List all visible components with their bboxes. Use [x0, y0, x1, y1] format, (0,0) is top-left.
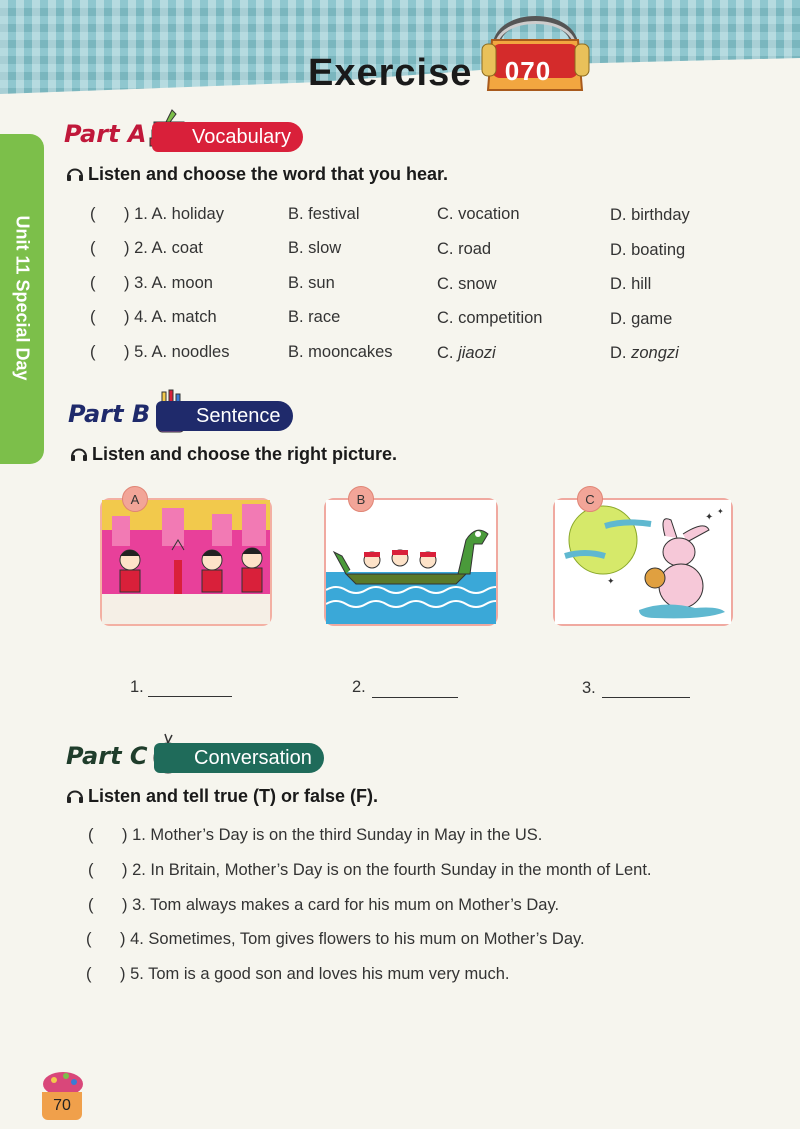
picture-b-label: B	[348, 486, 374, 512]
picture-b[interactable]	[324, 498, 498, 626]
option-b: B. sun	[288, 274, 335, 292]
option-d: D. boating	[610, 241, 686, 259]
headphone-icon	[66, 164, 84, 182]
option-a: ) 4. A. match	[124, 308, 217, 326]
festival-scene-illustration	[102, 500, 270, 624]
statement: ) 1. Mother’s Day is on the third Sunday in May in the US.	[122, 826, 543, 844]
page-title: Exercise	[308, 52, 473, 94]
answer-paren[interactable]: (	[90, 274, 96, 292]
answer-paren[interactable]: (	[86, 965, 92, 983]
option-c: C. road	[437, 240, 492, 258]
svg-text:✦: ✦	[705, 512, 714, 523]
answer-paren[interactable]: (	[90, 205, 96, 223]
option-d: D. zongzi	[610, 344, 679, 362]
part-b-label: Part B	[68, 400, 151, 428]
part-a-label: Part A	[64, 120, 147, 148]
statement: ) 3. Tom always makes a card for his mum on Mother’s Day.	[122, 896, 560, 914]
answer-paren[interactable]: (	[90, 343, 96, 361]
sentence-pill: Sentence	[156, 401, 293, 431]
option-c: C. competition	[437, 309, 543, 327]
conversation-pill: Conversation	[154, 743, 324, 773]
answer-1-label: 1.	[130, 678, 144, 696]
moon-rabbit-illustration	[555, 500, 731, 624]
answer-paren[interactable]: (	[90, 239, 96, 257]
answer-2-label: 2.	[352, 678, 366, 696]
answer-paren[interactable]: (	[86, 930, 92, 948]
answer-3-label: 3.	[582, 679, 596, 697]
option-c: C. vocation	[437, 205, 520, 223]
answer-paren[interactable]: (	[90, 308, 96, 326]
statement: ) 4. Sometimes, Tom gives flowers to his mum on Mother’s Day.	[120, 930, 585, 948]
part-c-instruction: Listen and tell true (T) or false (F).	[66, 786, 378, 807]
picture-a[interactable]	[100, 498, 272, 626]
vocabulary-pill: Vocabulary	[152, 122, 303, 152]
option-b: B. festival	[288, 205, 360, 223]
option-a: ) 3. A. moon	[124, 274, 213, 292]
part-a-instruction: Listen and choose the word that you hear.	[66, 164, 448, 185]
page-number: 70	[42, 1092, 82, 1120]
answer-1-blank[interactable]	[148, 696, 232, 697]
svg-text:✦: ✦	[607, 576, 615, 586]
part-b-instruction: Listen and choose the right picture.	[70, 444, 397, 465]
dragon-boat-illustration	[326, 500, 496, 624]
answer-paren[interactable]: (	[88, 826, 94, 844]
picture-c-label: C	[577, 486, 603, 512]
option-b: B. mooncakes	[288, 343, 393, 361]
option-d: D. game	[610, 310, 673, 328]
exercise-number: 070	[504, 56, 552, 86]
part-c-label: Part C	[66, 742, 148, 770]
answer-3-blank[interactable]	[602, 697, 690, 698]
statement: ) 5. Tom is a good son and loves his mum very much.	[120, 965, 510, 983]
option-a: ) 1. A. holiday	[124, 205, 224, 223]
option-a: ) 5. A. noodles	[124, 343, 230, 361]
option-d: D. hill	[610, 275, 652, 293]
answer-paren[interactable]: (	[88, 896, 94, 914]
option-d: D. birthday	[610, 206, 690, 224]
svg-text:✦: ✦	[717, 507, 724, 516]
option-b: B. race	[288, 308, 341, 326]
statement: ) 2. In Britain, Mother’s Day is on the fourth Sunday in the month of Lent.	[122, 861, 652, 879]
unit-title: Unit 11 Special Day	[12, 215, 33, 381]
answer-2-blank[interactable]	[372, 697, 458, 698]
headphone-icon	[66, 786, 84, 804]
answer-paren[interactable]: (	[88, 861, 94, 879]
option-b: B. slow	[288, 239, 342, 257]
option-a: ) 2. A. coat	[124, 239, 203, 257]
option-c: C. jiaozi	[437, 344, 496, 362]
cupcake-icon	[40, 1062, 86, 1096]
option-c: C. snow	[437, 275, 497, 293]
picture-a-label: A	[122, 486, 148, 512]
headphone-icon	[70, 444, 88, 462]
picture-c[interactable]	[553, 498, 733, 626]
